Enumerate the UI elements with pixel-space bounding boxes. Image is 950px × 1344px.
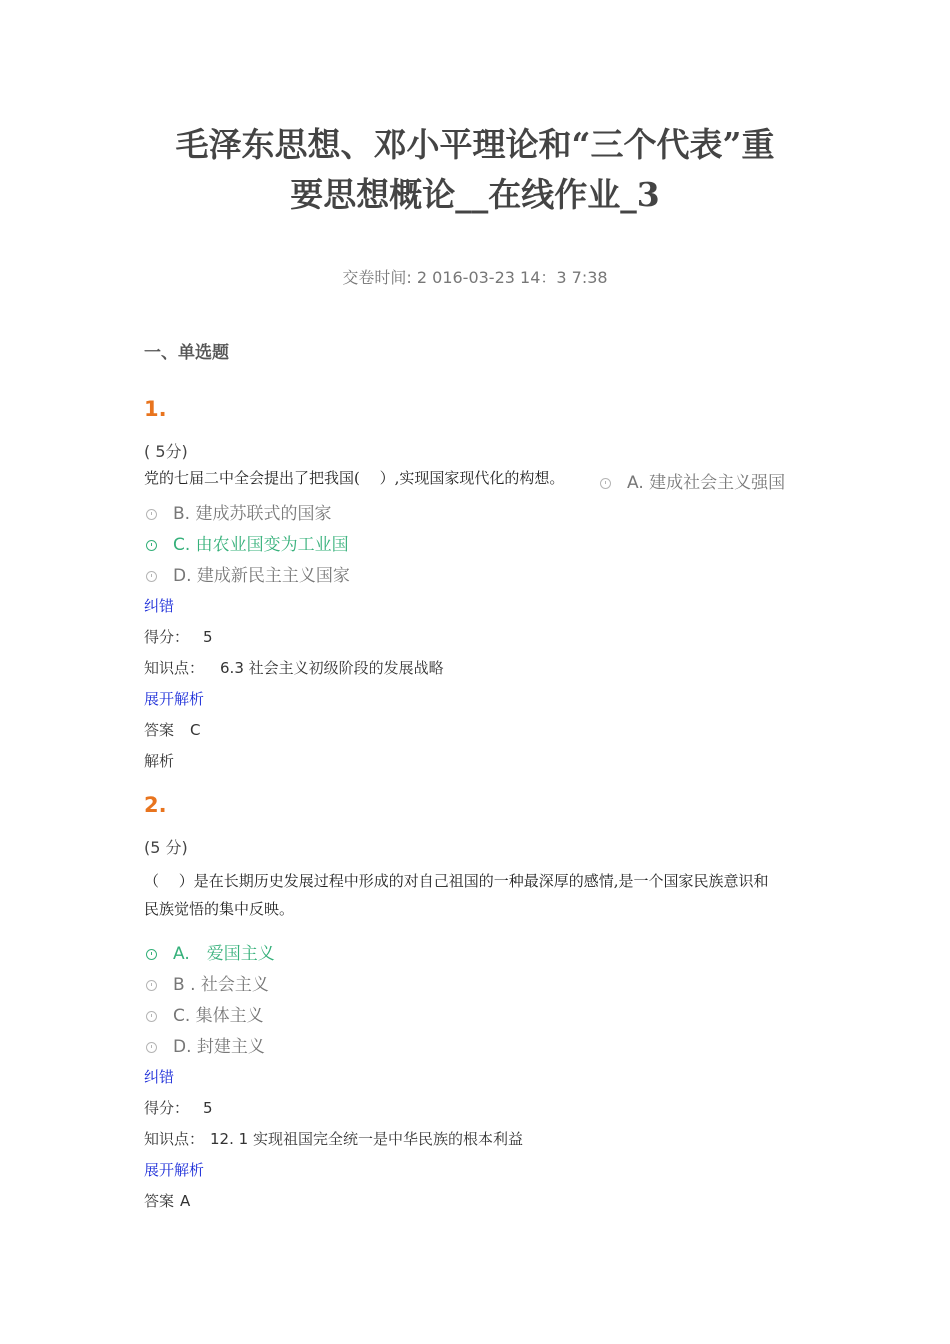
section-heading: 一、单选题: [144, 343, 229, 363]
radio-icon[interactable]: [146, 540, 157, 551]
knowledge-label: 知识点：: [144, 1130, 205, 1148]
question-1-answer: [144, 719, 201, 741]
knowledge-value: 6.3 社会主义初级阶段的发展战略: [220, 659, 444, 677]
page-title: [100, 120, 850, 220]
option-label: D. 封建主义: [173, 1037, 265, 1057]
question-2-knowledge-point: [144, 1128, 523, 1150]
question-2-stem-line-1: （ ）是在长期历史发展过程中形成的对自己祖国的一种最深厚的感情,是一个国家民族意识和: [144, 872, 769, 890]
points-label: 得分：: [144, 1099, 190, 1117]
question-1-option-b[interactable]: [144, 502, 331, 526]
question-1-option-d[interactable]: [144, 564, 350, 588]
knowledge-value: 12. 1 实现祖国完全统一是中华民族的根本利益: [210, 1130, 523, 1148]
question-2-correction-link[interactable]: 纠错: [144, 1068, 175, 1086]
answer-label: 答案: [144, 1192, 175, 1210]
radio-icon[interactable]: [146, 1011, 157, 1022]
question-2-stem-line-2: 民族觉悟的集中反映。: [144, 900, 295, 918]
question-2-option-b[interactable]: [144, 973, 269, 997]
radio-icon[interactable]: [146, 571, 157, 582]
question-2-option-d[interactable]: [144, 1035, 265, 1059]
question-2-option-a[interactable]: [144, 942, 275, 966]
option-label: D. 建成新民主主义国家: [173, 566, 350, 586]
question-1-stem: 党的七届二中全会提出了把我国( ）,实现国家现代化的构想。: [144, 469, 565, 487]
question-2-score: (5 分): [144, 838, 188, 857]
radio-icon[interactable]: [146, 980, 157, 991]
option-label: A. 建成社会主义强国: [627, 473, 786, 493]
question-1-analysis-label: 解析: [144, 752, 175, 770]
question-2-answer: [144, 1190, 190, 1212]
points-value: 5: [203, 1099, 213, 1117]
answer-value: C: [190, 721, 201, 739]
radio-icon[interactable]: [146, 1042, 157, 1053]
radio-icon[interactable]: [146, 509, 157, 520]
question-2-number: 2.: [144, 793, 167, 817]
points-value: 5: [203, 628, 213, 646]
question-1-points: [144, 626, 213, 648]
question-2-option-c[interactable]: [144, 1004, 264, 1028]
option-label: C. 集体主义: [173, 1006, 264, 1026]
knowledge-label: 知识点：: [144, 659, 205, 677]
option-label: A. 爱国主义: [173, 944, 275, 964]
title-line-2: 要思想概论__在线作业_3: [290, 175, 660, 214]
option-label: B . 社会主义: [173, 975, 269, 995]
answer-label: 答案: [144, 721, 175, 739]
question-2-expand-analysis-link[interactable]: 展开解析: [144, 1161, 205, 1179]
question-1-knowledge-point: [144, 657, 444, 679]
submit-time: 交卷时间: 2 016-03-23 14：3 7:38: [342, 268, 608, 287]
question-1-option-a[interactable]: [598, 471, 785, 495]
question-2-points: [144, 1097, 213, 1119]
title-line-1: 毛泽东思想、邓小平理论和“三个代表”重: [175, 125, 775, 164]
radio-icon[interactable]: [146, 949, 157, 960]
question-1-score: ( 5分): [144, 442, 188, 461]
question-1-expand-analysis-link[interactable]: 展开解析: [144, 690, 205, 708]
option-label: B. 建成苏联式的国家: [173, 504, 332, 524]
question-1-correction-link[interactable]: 纠错: [144, 597, 175, 615]
question-1-number: 1.: [144, 397, 167, 421]
points-label: 得分：: [144, 628, 190, 646]
radio-icon[interactable]: [600, 478, 611, 489]
answer-value: A: [180, 1192, 191, 1210]
question-1-option-c[interactable]: [144, 533, 349, 557]
option-label: C. 由农业国变为工业国: [173, 535, 349, 555]
